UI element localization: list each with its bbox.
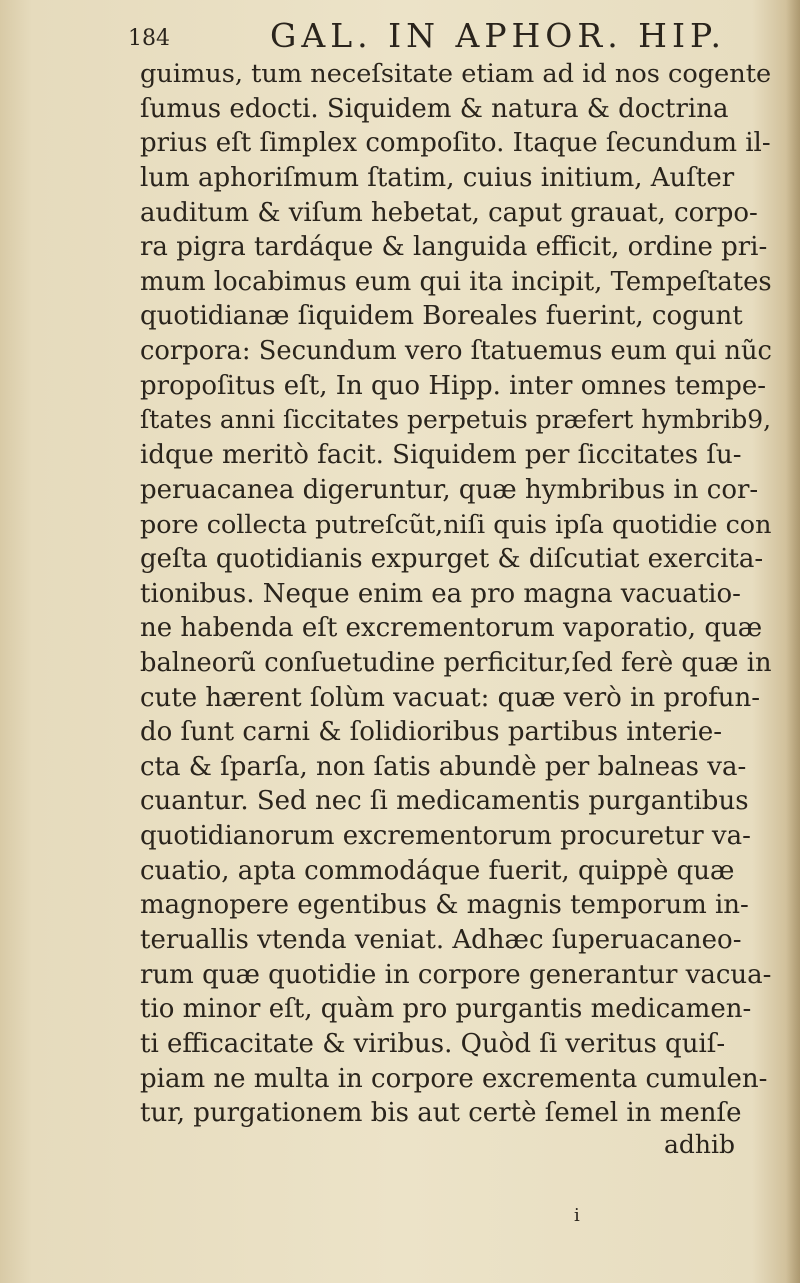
text-line: cuatio, apta commodáque fuerit, quippè quæ [140,855,735,886]
catchword: adhib [664,1130,736,1159]
text-line: ne habenda eſt excrementorum vaporatio, quæ [140,613,763,644]
text-line: idque meritò facit. Siquidem per ſiccitates ſu- [140,440,742,471]
page-header [128,16,727,60]
text-line: tur, purgationem bis aut certè ſemel in menſe [140,1098,742,1129]
body-text [140,57,775,1131]
text-line: quotidianæ ſiquidem Boreales fuerint, cogunt [140,301,743,332]
text-line: rum quæ quotidie in corpore generantur vacua- [140,959,772,990]
text-line: cute hærent ſolùm vacuat: quæ verò in profun- [140,682,761,713]
text-line: balneorũ conſuetudine perficitur,ſed ferè quæ in [140,647,772,678]
text-line: propoſitus eſt, In quo Hipp. inter omnes tempe- [140,370,767,401]
page-edge-shadow [786,0,800,1283]
text-line: do ſunt carni & ſolidioribus partibus interie- [140,717,723,748]
text-line: ti efficacitate & viribus. Quòd ſi veritus quiſ- [140,1028,726,1059]
page-number: 184 [128,26,170,51]
text-line: cuantur. Sed nec ſi medicamentis purgantibus [140,786,749,817]
text-line: tio minor eſt, quàm pro purgantis medicamen- [140,994,752,1025]
text-line: ſumus edocti. Siquidem & natura & doctrina [140,93,729,124]
text-line: quotidianorum excrementorum procuretur va- [140,821,751,852]
text-line: tionibus. Neque enim ea pro magna vacuatio- [140,578,741,609]
text-line: guimus, tum neceſsitate etiam ad id nos cogente [140,59,772,89]
text-line: prius eſt ſimplex compoſito. Itaque ſecundum il- [140,128,771,159]
text-line: magnopere egentibus & magnis temporum in- [140,890,749,921]
text-line: corpora: Secundum vero ſtatuemus eum qui nũc [140,336,772,367]
text-line: mum locabimus eum qui ita incipit, Tempeſtates [140,266,772,297]
text-line: auditum & viſum hebetat, caput grauat, corpo- [140,197,758,228]
running-head: GAL. IN APHOR. HIP. [270,16,727,55]
text-line: cta & ſparſa, non ſatis abundè per balneas va- [140,751,747,782]
text-line: peruacanea digeruntur, quæ hymbribus in cor- [140,474,759,505]
text-line: geſta quotidianis expurget & diſcutiat exercita- [140,543,764,574]
text-line: ra pigra tardáque & languida efficit, ordine pri- [140,232,768,263]
text-line: piam ne multa in corpore excrementa cumulen- [140,1063,768,1094]
text-line: ſtates anni ſiccitates perpetuis præfert hymbrib9, [140,405,772,435]
signature-mark: i [574,1205,580,1226]
text-line: pore collecta putreſcũt,niſi quis ipſa quotidie con [140,509,772,540]
text-line: lum aphoriſmum ſtatim, cuius initium, Auſter [140,162,735,193]
text-line: teruallis vtenda veniat. Adhæc ſuperuacaneo- [140,925,742,956]
